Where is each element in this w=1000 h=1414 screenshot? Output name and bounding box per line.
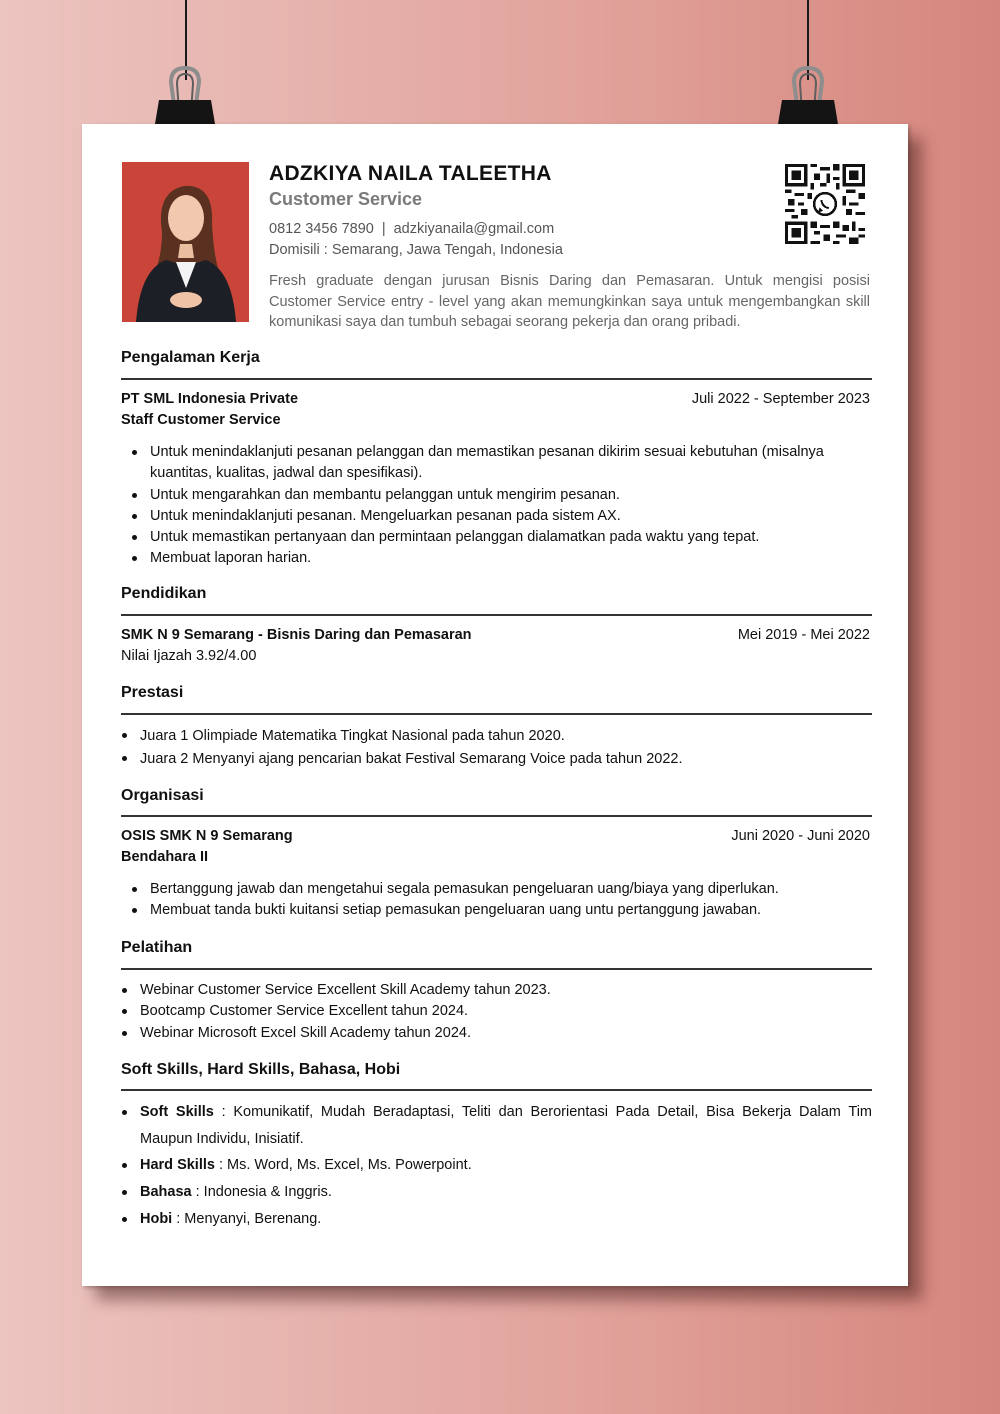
skill-value: : Komunikatif, Mudah Beradaptasi, Teliti dan Berorientasi Pada Detail, Bisa Bekerja Dalam Tim Maupun Individu, Inisiatif. xyxy=(140,1104,872,1147)
section-divider xyxy=(121,378,872,380)
list-item xyxy=(140,1179,872,1206)
organization-position: Bendahara II xyxy=(121,849,209,865)
list-item: Juara 2 Menyanyi ajang pencarian bakat Festival Semarang Voice pada tahun 2022. xyxy=(140,748,872,771)
experience-company: PT SML Indonesia Private xyxy=(121,391,299,407)
profile-summary: Fresh graduate dengan jurusan Bisnis Daring dan Pemasaran. Untuk mengisi posisi Customer Service entry - level yang akan memungkinkan saya untuk mengembangkan skill komunikasi saya dan tumbuh sebagai seorang pekerja dan orang pribadi. xyxy=(269,273,870,330)
achievements-list xyxy=(140,725,872,771)
email-address[interactable]: adzkiyanaila@gmail.com xyxy=(393,221,555,237)
candidate-name: ADZKIYA NAILA TALEETHA xyxy=(269,162,552,185)
resume-paper xyxy=(82,124,908,1286)
list-item: Bootcamp Customer Service Excellent tahun 2024. xyxy=(140,1001,872,1022)
section-title-education: Pendidikan xyxy=(121,585,207,602)
section-divider xyxy=(121,968,872,970)
section-title-skills: Soft Skills, Hard Skills, Bahasa, Hobi xyxy=(121,1061,401,1078)
training-list xyxy=(140,980,872,1044)
list-item: Untuk menindaklanjuti pesanan pelanggan dan memastikan pesanan dikirim sesuai kebutuhan (misalnya kuantitas, kualitas, jadwal dan spesifikasi). xyxy=(150,442,872,485)
list-item: Bertanggung jawab dan mengetahui segala pemasukan pengeluaran uang/biaya yang diperlukan. xyxy=(150,879,872,900)
skill-value: : Menyanyi, Berenang. xyxy=(172,1210,322,1227)
education-period: Mei 2019 - Mei 2022 xyxy=(737,627,870,643)
organization-name: OSIS SMK N 9 Semarang xyxy=(121,828,293,844)
skill-label: Bahasa xyxy=(140,1184,192,1201)
person-portrait-icon xyxy=(122,162,249,322)
section-title-experience: Pengalaman Kerja xyxy=(121,349,260,366)
phone-number: 0812 3456 7890 xyxy=(269,221,374,237)
list-item xyxy=(140,1099,872,1152)
section-title-organization: Organisasi xyxy=(121,787,204,804)
whatsapp-qr-code-icon[interactable] xyxy=(785,164,865,244)
list-item: Webinar Customer Service Excellent Skill Academy tahun 2023. xyxy=(140,980,872,1001)
skill-value: : Ms. Word, Ms. Excel, Ms. Powerpoint. xyxy=(214,1157,472,1174)
skill-value: : Indonesia & Inggris. xyxy=(191,1184,332,1201)
organization-duties-list xyxy=(150,879,872,922)
section-divider xyxy=(121,713,872,715)
section-divider xyxy=(121,1089,872,1091)
section-divider xyxy=(121,614,872,616)
section-divider xyxy=(121,815,872,817)
skill-label: Hobi xyxy=(140,1210,173,1227)
list-item: Membuat tanda bukti kuitansi setiap pemasukan pengeluaran uang untu pertanggung jawaban. xyxy=(150,900,872,921)
contact-line xyxy=(269,221,554,237)
list-item: Webinar Microsoft Excel Skill Academy tahun 2024. xyxy=(140,1023,872,1044)
contact-separator: | xyxy=(381,221,386,237)
education-school: SMK N 9 Semarang - Bisnis Daring dan Pemasaran xyxy=(121,627,472,643)
list-item: Membuat laporan harian. xyxy=(150,548,872,569)
skill-label: Soft Skills xyxy=(140,1104,214,1120)
experience-period: Juli 2022 - September 2023 xyxy=(691,391,870,407)
list-item: Untuk mengarahkan dan membantu pelanggan untuk mengirim pesanan. xyxy=(150,485,872,506)
organization-period: Juni 2020 - Juni 2020 xyxy=(731,828,870,844)
domicile: Domisili : Semarang, Jawa Tengah, Indonesia xyxy=(269,242,563,258)
list-item: Untuk memastikan pertanyaan dan permintaan pelanggan dialamatkan pada waktu yang tepat. xyxy=(150,527,872,548)
section-title-achievements: Prestasi xyxy=(121,684,184,701)
list-item: Juara 1 Olimpiade Matematika Tingkat Nasional pada tahun 2020. xyxy=(140,725,872,748)
list-item xyxy=(140,1206,872,1233)
list-item: Untuk menindaklanjuti pesanan. Mengeluarkan pesanan pada sistem AX. xyxy=(150,506,872,527)
experience-position: Staff Customer Service xyxy=(121,412,281,428)
education-grade: Nilai Ijazah 3.92/4.00 xyxy=(121,648,257,664)
list-item xyxy=(140,1152,872,1179)
profile-photo xyxy=(122,162,249,322)
skill-label: Hard Skills xyxy=(140,1157,215,1174)
skills-list xyxy=(140,1099,872,1233)
candidate-role: Customer Service xyxy=(269,189,423,209)
section-title-training: Pelatihan xyxy=(121,939,193,956)
experience-duties-list xyxy=(150,442,872,570)
